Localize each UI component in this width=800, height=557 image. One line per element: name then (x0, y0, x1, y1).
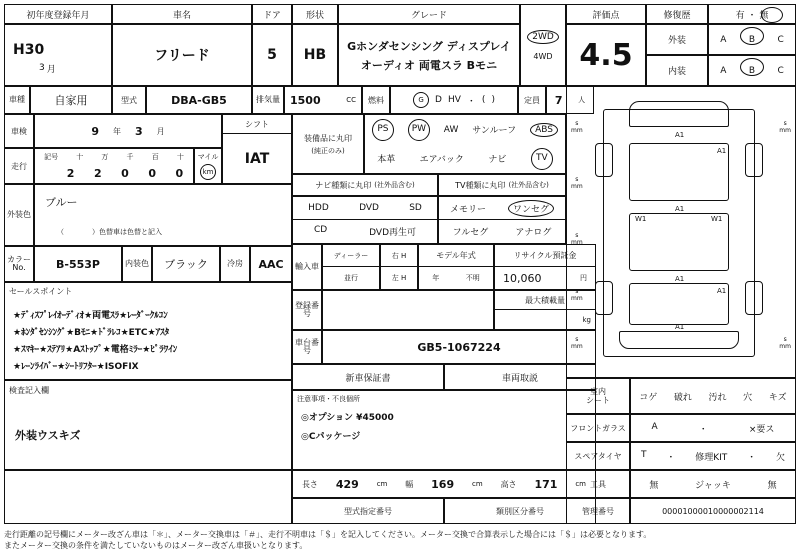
new-warranty-cell[interactable] (292, 364, 444, 390)
first-reg-label-cell (4, 4, 112, 24)
length-label: 長さ (301, 479, 318, 489)
shift-value: IAT (244, 150, 270, 167)
ac-value: AAC (258, 257, 284, 271)
sales-point-line-4: ★ﾚｰﾝﾗｲﾊﾞｰ★ｼｰﾄﾘﾌﾀｰ★ISOFIX (13, 361, 139, 372)
seats-value: 7 (554, 93, 563, 107)
interior-grade-c[interactable]: C (777, 65, 784, 76)
shift-label: シフト (245, 119, 269, 129)
inspection-note-body (4, 400, 292, 470)
color-note-cell (34, 218, 292, 246)
length-unit: cm (376, 480, 388, 488)
recycle-label: リサイクル預託金 (513, 251, 577, 260)
seats-unit: 人 (578, 96, 586, 104)
caution-line-1: ◎オプション ¥45000 (301, 413, 394, 423)
equipment-option-aw[interactable]: AW (443, 124, 459, 135)
equipment-option-navi[interactable]: ナビ (488, 155, 507, 165)
interior-color-value-cell (152, 246, 220, 282)
reg-no-label-cell (292, 290, 322, 330)
interior-row-options-4 (630, 498, 796, 524)
displacement-label-cell (252, 86, 284, 114)
repair-label-cell (646, 4, 708, 24)
mileage-unit-mile[interactable]: マイル (197, 153, 219, 161)
tv-options-row2 (438, 220, 566, 244)
mileage-unit-km[interactable]: km (200, 164, 216, 180)
door-label: ドア (263, 10, 281, 21)
interior-row-options-1 (630, 414, 796, 442)
reg-no-label: 登録番号 (295, 300, 319, 318)
exterior-color-label: 外装色 (7, 209, 31, 219)
mileage-digits-row (34, 164, 194, 184)
interior-row-label-4 (566, 498, 630, 524)
fuel-options-cell (390, 86, 518, 114)
type-no-label: 型式指定番号 (344, 506, 392, 516)
jack-option-none[interactable]: 無 (767, 480, 777, 491)
equipment-label-cell (292, 114, 364, 174)
interior-color-label: 内装色 (125, 258, 149, 268)
seats-label-cell (518, 86, 546, 114)
model-year-unit: 年 (432, 274, 440, 282)
management-no-label: 管理番号 (582, 506, 614, 516)
navi-option-memory[interactable]: メモリー (449, 204, 486, 215)
management-no-value: 00001000010000002114 (662, 506, 764, 516)
diagram-roof-top (629, 101, 729, 127)
score-label: 評価点 (592, 10, 620, 21)
mileage-digit-4: 0 (148, 167, 156, 180)
equipment-option-airbag[interactable]: エアバック (419, 155, 464, 165)
navi-option-cd[interactable]: CD (313, 225, 328, 235)
import-dealer-label[interactable]: ディーラー (333, 251, 369, 260)
recycle-unit: 円 (580, 274, 587, 282)
front-glass-option-a[interactable]: A (651, 421, 658, 432)
import-rh-cell (380, 244, 418, 267)
mileage-mark-hyaku: 百 (151, 152, 159, 161)
navi-option-hdd[interactable]: HDD (308, 203, 329, 213)
repair-value-cell (708, 4, 796, 24)
diagram-unit-3: s mm (571, 232, 583, 246)
inspection-note-label: 検査記入欄 (9, 386, 49, 395)
first-reg-label: 初年度登録年月 (26, 10, 90, 21)
inspection-year-unit: 年 (113, 126, 121, 136)
length-value: 429 (335, 477, 359, 491)
tv-note: (社外品含む) (508, 181, 549, 189)
equipment-option-abs[interactable]: ABS (530, 123, 558, 137)
type-no-cell (292, 498, 444, 524)
equipment-option-sunroof[interactable]: サンルーフ (472, 126, 517, 136)
interior-grades-cell (708, 55, 796, 86)
width-unit: cm (472, 480, 483, 488)
spare-tire-option-dot1: ・ (666, 452, 676, 463)
sales-point-line-3: ★ｽﾏｷｰ★ｽﾃｱﾘ★Aｽﾄｯﾌﾟ★電格ﾐﾗｰ★ﾋﾟﾗﾜｲﾝ (13, 344, 178, 355)
diagram-label-a1-top: A1 (675, 131, 685, 139)
interior-color-value: ブラック (164, 258, 208, 271)
displacement-unit: CC (346, 96, 356, 104)
displacement-value: 1500 (290, 93, 321, 107)
navi-option-dvd[interactable]: DVD (359, 203, 379, 213)
front-glass-option-dot: ・ (698, 424, 708, 435)
reg-no-value-cell (322, 290, 494, 330)
left-blank-area (4, 470, 292, 524)
interior-grade-b[interactable]: B (748, 65, 756, 76)
use-label-cell (4, 86, 30, 114)
interior-row-label-1 (566, 414, 630, 442)
import-lh-label[interactable]: 左 H (391, 274, 407, 282)
grade-label: グレード (410, 10, 447, 21)
seat-option-koge[interactable]: コゲ (639, 392, 658, 403)
seat-option-ana[interactable]: 穴 (743, 392, 753, 403)
front-glass-option-x[interactable]: ×要ス (748, 424, 775, 435)
width-label: 幅 (405, 479, 414, 489)
car-name-label: 車名 (172, 10, 191, 21)
seats-label: 定員 (524, 95, 540, 105)
door-value: 5 (267, 47, 277, 63)
seat-option-yogore[interactable]: 汚れ (708, 392, 727, 403)
car-name-label-cell (112, 4, 252, 24)
vehicle-diagram (567, 87, 797, 379)
inspection-value-cell (34, 114, 222, 148)
diagram-label-a1-lower-right: A1 (717, 287, 727, 295)
spare-tire-option-t[interactable]: T (640, 449, 647, 460)
sales-point-line-1: ★ﾃﾞｨｽﾌﾟﾚｲｵｰﾃﾞｨｵ★両電ｽﾗ★ﾚｰﾀﾞｰｸﾙｺﾝ (13, 310, 168, 321)
inspection-year-value: 9 (91, 124, 99, 138)
interior-color-label-cell (122, 246, 152, 282)
diagram-label-w1-left: W1 (635, 215, 647, 223)
ac-value-cell (250, 246, 292, 282)
import-parallel-label[interactable]: 並行 (344, 274, 358, 282)
exterior-grades-cell (708, 24, 796, 55)
tools-label: 工具 (590, 479, 606, 489)
class-no-label: 類別区分番号 (496, 506, 544, 516)
first-reg-month-number: 3 (39, 63, 45, 73)
color-no-value: B-553P (56, 257, 100, 271)
navi-option-sd[interactable]: SD (409, 203, 422, 213)
caution-line-2: ◎Cパッケージ (301, 432, 361, 442)
navi-label: ナビ種類に丸印 (315, 180, 372, 190)
mileage-digit-3: 0 (121, 167, 129, 180)
chassis-value: GB5-1067224 (417, 340, 501, 354)
interior-label-cell (646, 55, 708, 86)
model-value: DBA-GB5 (171, 93, 227, 107)
ac-label-cell (220, 246, 250, 282)
tv-option-fullseg[interactable]: フルセグ (452, 228, 489, 238)
mileage-unit-cell (194, 148, 222, 184)
navi-note: (社外品含む) (374, 181, 415, 189)
mileage-digit-2: 2 (93, 167, 102, 180)
diagram-wheel-front-left (595, 143, 613, 177)
fuel-option-hv[interactable]: HV (447, 95, 461, 105)
first-reg-month-unit: 月 (46, 64, 56, 75)
model-year-label-cell (418, 244, 494, 267)
mileage-label-cell (4, 148, 34, 184)
displacement-label: 排気量 (256, 94, 280, 104)
seat-option-kizu[interactable]: キズ (768, 392, 787, 403)
fuel-option-diesel[interactable]: D (435, 95, 442, 105)
mileage-mark-ju: 十 (176, 152, 184, 161)
equipment-options-cell (364, 114, 566, 174)
model-year-unknown[interactable]: 不明 (465, 274, 480, 282)
inspection-note-value: 外装ウスキズ (15, 428, 81, 442)
exterior-color-value: ブルー (45, 195, 78, 209)
tv-option-analog[interactable]: アナログ (515, 228, 552, 238)
equipment-option-leather[interactable]: 本革 (377, 155, 396, 165)
exterior-grade-c[interactable]: C (777, 34, 784, 45)
diagram-wheel-front-right (745, 143, 763, 177)
fuel-option-dot: ・ (466, 96, 476, 107)
footer-line-2: またメーター交換の条件を満たしていないものはメーター改ざん車扱いとなります。 (4, 540, 308, 550)
repair-label: 修復歴 (663, 10, 691, 21)
interior-label: 内装 (667, 67, 686, 77)
shape-value: HB (303, 47, 327, 63)
fuel-label: 燃料 (368, 95, 384, 105)
tv-options-row1 (438, 196, 566, 220)
exterior-grade-a[interactable]: A (720, 34, 727, 45)
jack-label: ジャッキ (695, 480, 731, 491)
exterior-label: 外装 (667, 36, 686, 46)
drive-2wd-option[interactable]: 2WD (527, 30, 559, 44)
inspection-month-value: 3 (135, 124, 143, 138)
sales-point-line-2: ★ﾎﾝﾀﾞｾﾝｼﾝｸﾞ★Bﾓﾆ★ﾄﾞﾗﾚｺ★ETC★ｱｽﾀ (13, 327, 170, 338)
width-value: 169 (431, 477, 455, 491)
mileage-digit-5: 0 (175, 167, 184, 180)
exterior-color-label-cell (4, 184, 34, 246)
displacement-value-cell (284, 86, 362, 114)
fuel-option-gasoline[interactable]: G (413, 92, 429, 108)
max-load-unit: kg (582, 315, 591, 324)
exterior-grade-b[interactable]: B (748, 34, 756, 45)
drive-4wd-option[interactable]: 4WD (533, 51, 553, 61)
inspection-note-label-cell (4, 380, 292, 400)
footer-note (4, 530, 796, 552)
navi-option-oneseg[interactable]: ワンセグ (508, 200, 554, 217)
diagram-label-a1-mid: A1 (675, 205, 685, 213)
diagram-unit-7: s mm (779, 336, 791, 350)
interior-row-label-0 (566, 378, 630, 414)
model-label-cell (112, 86, 146, 114)
mileage-label: 走行 (11, 161, 27, 171)
shape-value-cell (292, 24, 338, 86)
navi-options-row2 (292, 220, 438, 244)
interior-row-0-label-line2: シート (586, 396, 610, 405)
spare-tire-option-repair-kit[interactable]: 修理KIT (695, 452, 728, 463)
diagram-label-a1-upper-right: A1 (717, 147, 727, 155)
interior-row-label-2 (566, 442, 630, 470)
footer-line-1: 走行距離の記号欄にメーター改ざん車は「＊」、メーター交換車は「＃」、走行不明車は「＄」を記入してください。メーター交換で合算表示した場合には「＄」は必要となります。 (4, 530, 652, 539)
use-label: 車種 (9, 94, 25, 104)
first-reg-year: H30 (13, 41, 45, 58)
shift-value-cell (222, 134, 292, 184)
car-name-value: フリード (154, 48, 210, 64)
use-value: 自家用 (54, 94, 88, 107)
model-value-cell (146, 86, 252, 114)
equipment-option-ps[interactable]: PS (372, 119, 394, 141)
mileage-mark-juman: 十 (76, 152, 84, 161)
chassis-value-cell (322, 330, 596, 364)
height-label: 高さ (500, 479, 517, 489)
front-glass-label: フロントガラス (570, 423, 626, 433)
import-label: 輸入車 (295, 261, 319, 271)
diagram-unit-1: s mm (571, 120, 583, 134)
interior-row-options-3 (630, 470, 796, 498)
diagram-unit-4: s mm (571, 288, 583, 302)
equipment-option-pw[interactable]: PW (408, 119, 430, 141)
navi-label-cell (292, 174, 438, 196)
diagram-unit-2: s mm (571, 176, 583, 190)
inspection-label: 車検 (11, 126, 27, 136)
caution-body (292, 406, 596, 470)
diagram-rear-section (629, 283, 729, 325)
shape-label-cell (292, 4, 338, 24)
interior-row-label-3 (566, 470, 630, 498)
mileage-mark-man: 万 (101, 152, 109, 161)
chassis-label-cell (292, 330, 322, 364)
recycle-value: 10,060 (503, 271, 542, 285)
diagram-wheel-rear-left (595, 281, 613, 315)
import-parallel-cell (322, 267, 380, 290)
grade-line-1: Gホンダセンシング ディスプレイ (347, 39, 511, 53)
first-reg-value-cell (4, 24, 112, 86)
use-value-cell (30, 86, 112, 114)
score-value-cell (566, 24, 646, 86)
diagram-label-w1-right: W1 (711, 215, 723, 223)
color-no-value-cell (34, 246, 122, 282)
tools-option-none[interactable]: 無 (649, 480, 659, 491)
diagram-unit-6: s mm (779, 120, 791, 134)
spare-tire-label: スペアタイヤ (574, 451, 622, 461)
grade-line-2: オーディオ 両電スラ Bモニ (360, 58, 498, 72)
car-name-value-cell (112, 24, 252, 86)
height-unit: cm (575, 480, 586, 488)
interior-row-options-0 (630, 378, 796, 414)
chassis-label: 車台番号 (295, 337, 319, 355)
model-label: 型式 (121, 95, 137, 105)
import-rh-label[interactable]: 右 H (391, 251, 407, 260)
damage-diagram-panel (566, 86, 796, 378)
color-no-label-cell (4, 246, 34, 282)
import-dealer-cell (322, 244, 380, 267)
grade-label-cell (338, 4, 520, 24)
mileage-digit-1: 2 (66, 167, 75, 180)
spare-tire-option-none[interactable]: 欠 (776, 452, 786, 463)
shape-label: 形状 (305, 10, 324, 21)
score-value: 4.5 (579, 37, 633, 73)
sales-points-label-cell (4, 282, 292, 300)
new-warranty-label: 新車保証書 (345, 373, 391, 384)
door-label-cell (252, 4, 292, 24)
diagram-front-bumper (619, 331, 739, 349)
door-value-cell (252, 24, 292, 86)
navi-option-dvd-play[interactable]: DVD再生可 (369, 228, 416, 238)
interior-row-0-label-line1: 室内 (590, 386, 606, 396)
equipment-option-tv[interactable]: TV (531, 148, 553, 170)
dimensions-row (292, 470, 596, 498)
drive-cell (520, 4, 566, 86)
repair-options[interactable]: 有 ・ 無 (735, 10, 769, 21)
fuel-option-paren-close: ) (491, 95, 495, 105)
interior-grade-a[interactable]: A (720, 65, 727, 76)
diagram-cabin-upper (629, 143, 729, 201)
inspection-label-cell (4, 114, 34, 148)
interior-row-options-2 (630, 442, 796, 470)
diagram-label-a1-low: A1 (675, 275, 685, 283)
import-label-cell (292, 244, 322, 290)
max-load-label: 最大積載量 (525, 295, 565, 305)
diagram-wheel-rear-right (745, 281, 763, 315)
exterior-label-cell (646, 24, 708, 55)
equipment-label: 装備品に丸印 (304, 133, 352, 143)
shift-label-cell (222, 114, 292, 134)
auction-sheet (4, 4, 796, 553)
sales-points-label: セールスポイント (9, 287, 73, 296)
seat-option-yabure[interactable]: 破れ (673, 392, 692, 403)
score-label-cell (566, 4, 646, 24)
color-no-label: カラー No. (7, 254, 31, 272)
sales-points-body (4, 300, 292, 380)
color-note: （ ）色替車は色替と記入 (57, 227, 162, 236)
model-year-value-cell (418, 267, 494, 290)
spare-tire-option-dot2: ・ (747, 452, 757, 463)
model-year-label: モデル年式 (436, 251, 476, 260)
navi-options-row1 (292, 196, 438, 220)
mileage-mark-sen: 千 (126, 152, 134, 161)
equipment-note: (純正のみ) (311, 146, 345, 155)
mileage-marks-row (34, 148, 194, 164)
height-value: 171 (534, 477, 558, 491)
inspection-month-unit: 月 (156, 126, 165, 136)
import-lh-cell (380, 267, 418, 290)
fuel-label-cell (362, 86, 390, 114)
vehicle-manual-label: 車両取説 (501, 373, 538, 384)
fuel-option-paren-open: ( (481, 95, 486, 105)
mileage-mark-kigou: 記号 (44, 152, 59, 161)
exterior-color-value-cell (34, 184, 292, 218)
grade-value-cell (338, 24, 520, 86)
tv-label: TV種類に丸印 (455, 180, 506, 190)
caution-label-cell (292, 390, 596, 406)
tv-label-cell (438, 174, 566, 196)
diagram-label-a1-bottom: A1 (675, 323, 685, 331)
diagram-unit-5: s mm (571, 336, 583, 350)
ac-label: 冷房 (227, 258, 243, 268)
caution-label: 注意事項・不良個所 (297, 394, 360, 403)
